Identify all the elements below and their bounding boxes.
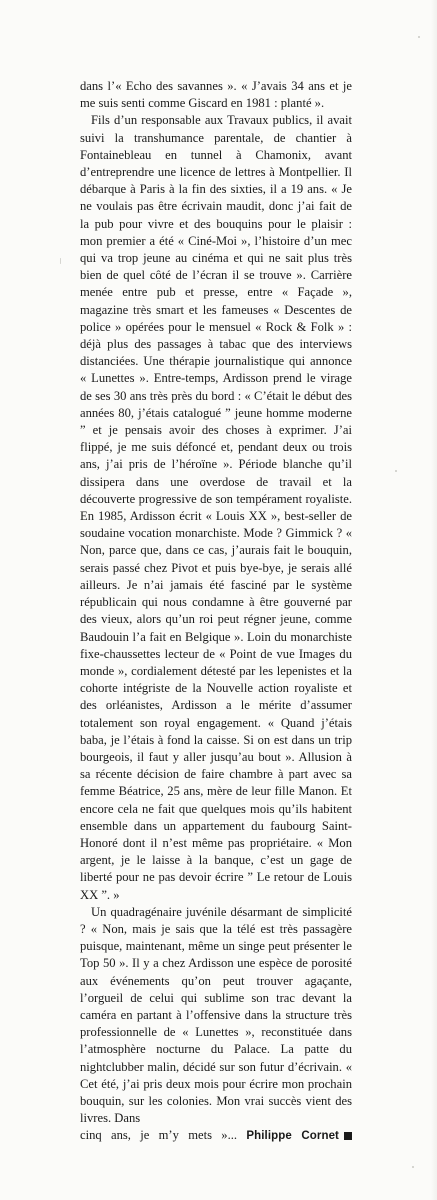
article-paragraph-2: Fils d’un responsable aux Travaux publics, il avait suivi la transhumance parentale, de chantier à Fontainebleau en tunnel à Chamonix, avant d’entreprendre une licence de lettres à Montpellier. Il débarque à Paris à la fin des sixties, il a 19 ans. « Je ne voulais pas être écrivain maudit, donc j’ai fait de la pub pour vivre et des bouquins pour le plaisir : mon premier a été « Ciné-Moi », l’histoire d’un mec qui va trop jeune au cinéma et qui ne sait plus très bien de quel côté de l’écran il se trouve ». Carrière menée entre pub et presse, entre « Façade », magazine très smart et les fameuses « Descentes de police » opérées pour le mensuel « Rock & Folk » : déjà plus des passages à tabac que des interviews distanciées. Une thérapie journalistique qui annonce « Lunettes ». Entre-temps, Ardisson prend le virage de ses 30 ans très près du bord : « C’était le début des années 80, j’étais catalogué ” jeune homme moderne ” et je pensais avoir des choses à exprimer. J’ai flippé, je me suis défoncé et, pendant deux ou trois ans, j’ai pris de l’héroïne ». Période blanche qu’il dissipera dans une overdose de travail et la découverte progressive de son tempérament royaliste. En 1985, Ardisson écrit « Louis XX », best-seller de soudaine vocation monarchiste. Mode ? Gimmick ? « Non, parce que, dans ce cas, j’aurais fait le bouquin, serais passé chez Pivot et puis bye-bye, je serais allé ailleurs. Je n’ai jamais été fasciné par le système républicain qui nous condamne à être gouverné par des vieux, alors qu’un roi peut régner jeune, comme Baudouin l’a fait en Belgique ». Loin du monarchiste fixe-chaussettes lecteur de « Point de vue Images du monde », cordialement détesté par les lepenistes et la cohorte intégriste de la Nouvelle action royaliste et des orléanistes, Ardisson a le mérite d’assumer totalement son royal engagement. « Quand j’étais baba, je l’étais à fond la caisse. Si on est dans un trip bourgeois, il faut y aller jusqu’au bout ». Allusion à sa récente décision de faire chambre à part avec sa femme Béatrice, 25 ans, mère de leur fille Manon. Et encore cela ne fait que quelques mois qu’ils habitent ensemble dans un appartement du faubourg Saint-Honoré dont il n’est même pas propriétaire. « Mon argent, je le laisse à la banque, c’est un gage de liberté pour ne pas devoir écrire ” Le retour de Louis XX ”. » [80,113,352,902]
end-of-article-square-icon [344,1132,352,1140]
article-closing-text: cinq ans, je m’y mets »... [80,1128,238,1143]
article-paragraph-3: Un quadragénaire juvénile désarmant de simplicité ? « Non, mais je sais que la télé est très passagère puisque, maintenant, même un singe peut présenter le Top 50 ». Il y a chez Ardisson une espèce de porosité aux événements qu’on peut trouver agaçante, l’orgueil de celui qui sublime son trac devant la caméra en partant à l’offensive dans la structure très professionnelle de « Lunettes », reconstituée dans l’atmosphère nocturne du Palace. La patte du nightclubber malin, décidé sur son futur d’écrivain. « Cet été, j’ai pris deux mois pour écrire mon prochain bouquin, sur les colonies. Mon vrai succès vient des livres. Dans [80,904,352,1126]
author-signature [246,1130,352,1142]
paper-speck [395,470,397,472]
article-column [80,78,352,1146]
paper-speck [412,1166,414,1168]
paper-speck [418,36,420,38]
author-name: Philippe Cornet [246,1130,339,1143]
page-edge [431,0,437,1200]
article-closing-line [80,1127,352,1145]
article-paragraph-1: dans l’« Echo des savannes ». « J’avais 34 ans et je me suis senti comme Giscard en 1981 : planté ». [80,79,352,111]
paper-speck [60,258,61,264]
